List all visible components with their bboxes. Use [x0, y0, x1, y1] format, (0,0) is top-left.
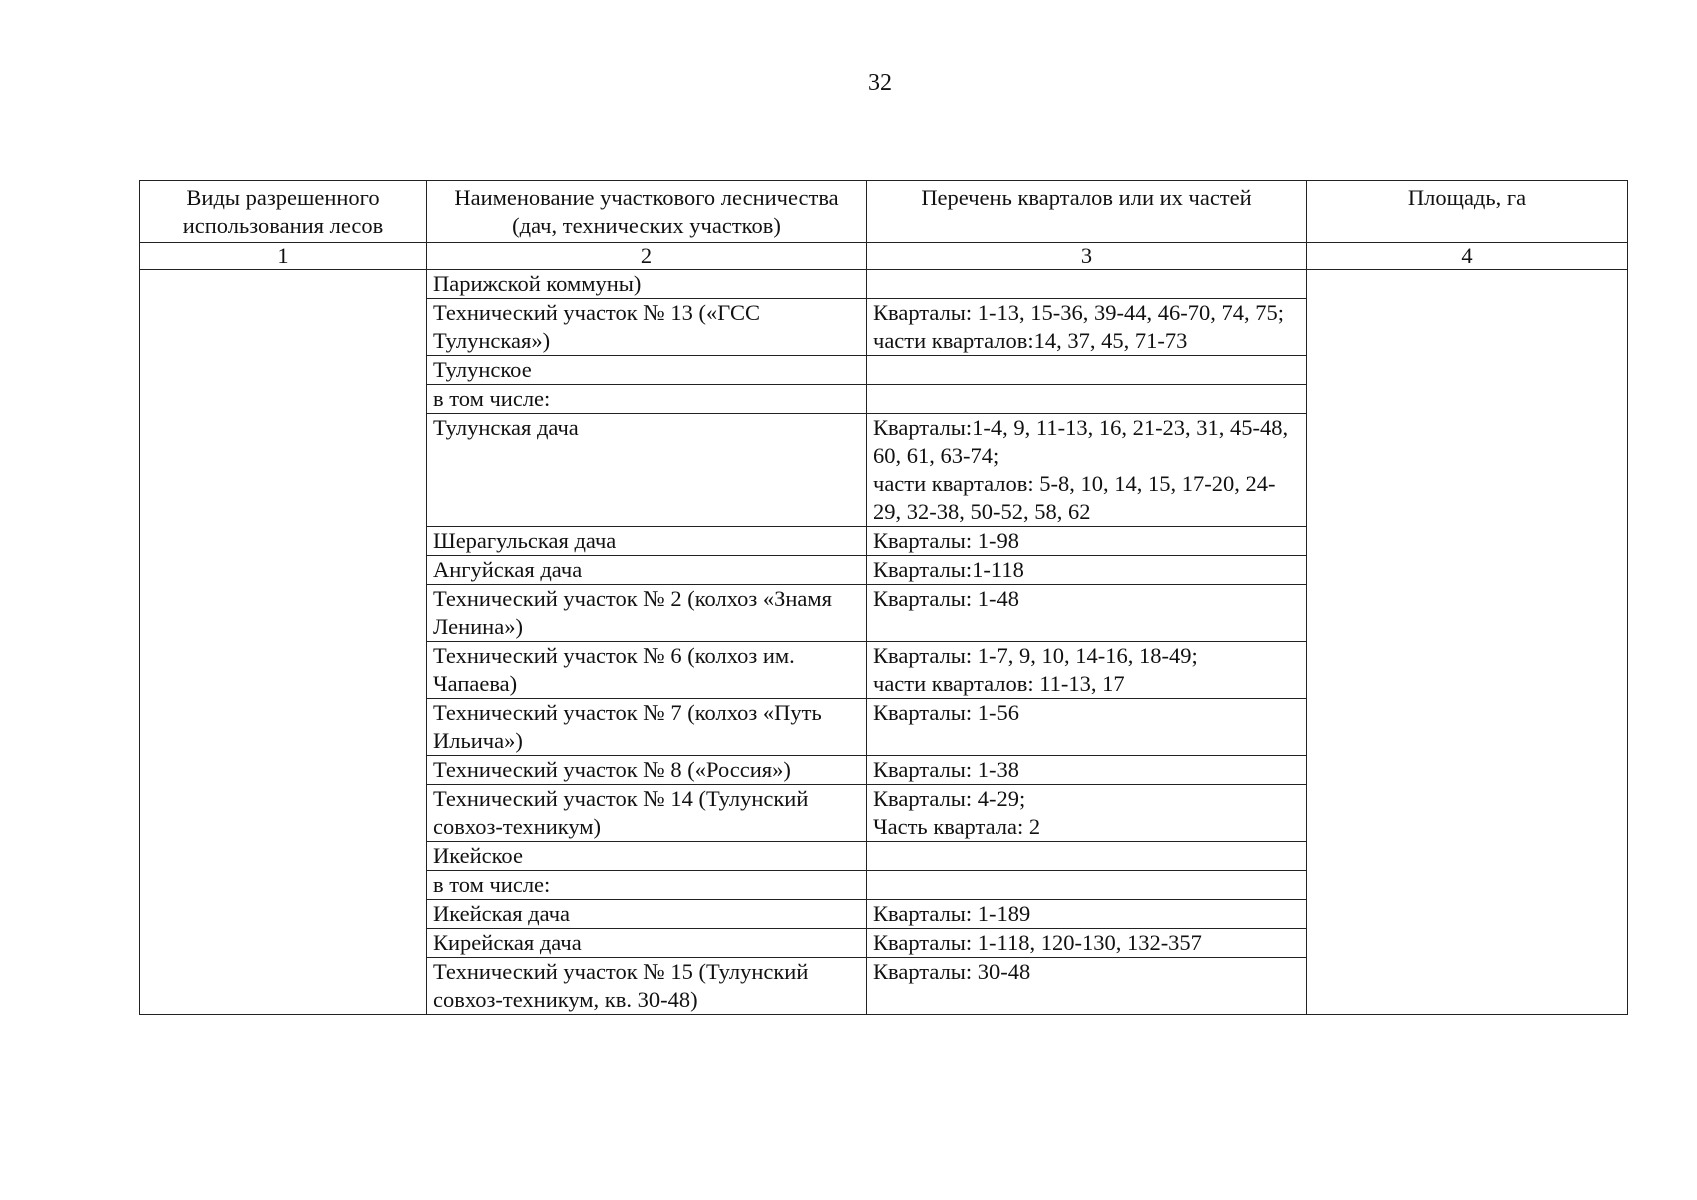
- forestry-name-cell: Шерагульская дача: [427, 527, 867, 556]
- forestry-name-cell: Технический участок № 13 («ГСС Тулунская»): [427, 299, 867, 356]
- forest-use-table: [139, 180, 1628, 1015]
- area-cell: [1307, 270, 1628, 1015]
- forestry-name-cell: Технический участок № 15 (Тулунский совхоз-техникум, кв. 30-48): [427, 958, 867, 1015]
- forestry-name-cell: Технический участок № 2 (колхоз «Знамя Ленина»): [427, 585, 867, 642]
- use-type-cell: [140, 270, 427, 1015]
- quarters-cell: Кварталы:1-118: [867, 556, 1307, 585]
- quarters-cell: [867, 842, 1307, 871]
- column-number: 1: [140, 243, 427, 270]
- quarters-cell: [867, 871, 1307, 900]
- forestry-name-cell: Технический участок № 8 («Россия»): [427, 756, 867, 785]
- forestry-name-cell: Икейское: [427, 842, 867, 871]
- quarters-cell: Кварталы: 4-29; Часть квартала: 2: [867, 785, 1307, 842]
- header-forestry-name: Наименование участкового лесничества (дач, технических участков): [427, 181, 867, 243]
- forestry-name-cell: Технический участок № 14 (Тулунский совхоз-техникум): [427, 785, 867, 842]
- page-number: 32: [868, 70, 892, 96]
- column-number: 2: [427, 243, 867, 270]
- forestry-name-cell: Тулунская дача: [427, 414, 867, 527]
- forestry-name-cell: Икейская дача: [427, 900, 867, 929]
- header-quarters-list: Перечень кварталов или их частей: [867, 181, 1307, 243]
- quarters-cell: Кварталы: 1-13, 15-36, 39-44, 46-70, 74, 75; части кварталов:14, 37, 45, 71-73: [867, 299, 1307, 356]
- header-area: Площадь, га: [1307, 181, 1628, 243]
- quarters-cell: Кварталы: 1-56: [867, 699, 1307, 756]
- column-number: 4: [1307, 243, 1628, 270]
- header-use-type: Виды разрешенного использования лесов: [140, 181, 427, 243]
- quarters-cell: [867, 356, 1307, 385]
- forestry-name-cell: Кирейская дача: [427, 929, 867, 958]
- quarters-cell: Кварталы:1-4, 9, 11-13, 16, 21-23, 31, 45-48, 60, 61, 63-74; части кварталов: 5-8, 10, 14, 15, 17-20, 24-29, 32-38, 50-52, 58, 62: [867, 414, 1307, 527]
- forestry-name-cell: Технический участок № 6 (колхоз им. Чапаева): [427, 642, 867, 699]
- quarters-cell: Кварталы: 1-118, 120-130, 132-357: [867, 929, 1307, 958]
- forestry-name-cell: в том числе:: [427, 871, 867, 900]
- forestry-name-cell: Технический участок № 7 (колхоз «Путь Ильича»): [427, 699, 867, 756]
- column-number: 3: [867, 243, 1307, 270]
- forestry-name-cell: Тулунское: [427, 356, 867, 385]
- forestry-name-cell: Ангуйская дача: [427, 556, 867, 585]
- column-number-row: [140, 243, 1628, 270]
- quarters-cell: Кварталы: 1-189: [867, 900, 1307, 929]
- quarters-cell: [867, 385, 1307, 414]
- quarters-cell: Кварталы: 1-7, 9, 10, 14-16, 18-49; части кварталов: 11-13, 17: [867, 642, 1307, 699]
- table-row: [140, 270, 1628, 299]
- header-row: [140, 181, 1628, 243]
- quarters-cell: Кварталы: 1-38: [867, 756, 1307, 785]
- forestry-name-cell: Парижской коммуны): [427, 270, 867, 299]
- quarters-cell: Кварталы: 1-48: [867, 585, 1307, 642]
- forestry-name-cell: в том числе:: [427, 385, 867, 414]
- quarters-cell: Кварталы: 30-48: [867, 958, 1307, 1015]
- quarters-cell: Кварталы: 1-98: [867, 527, 1307, 556]
- quarters-cell: [867, 270, 1307, 299]
